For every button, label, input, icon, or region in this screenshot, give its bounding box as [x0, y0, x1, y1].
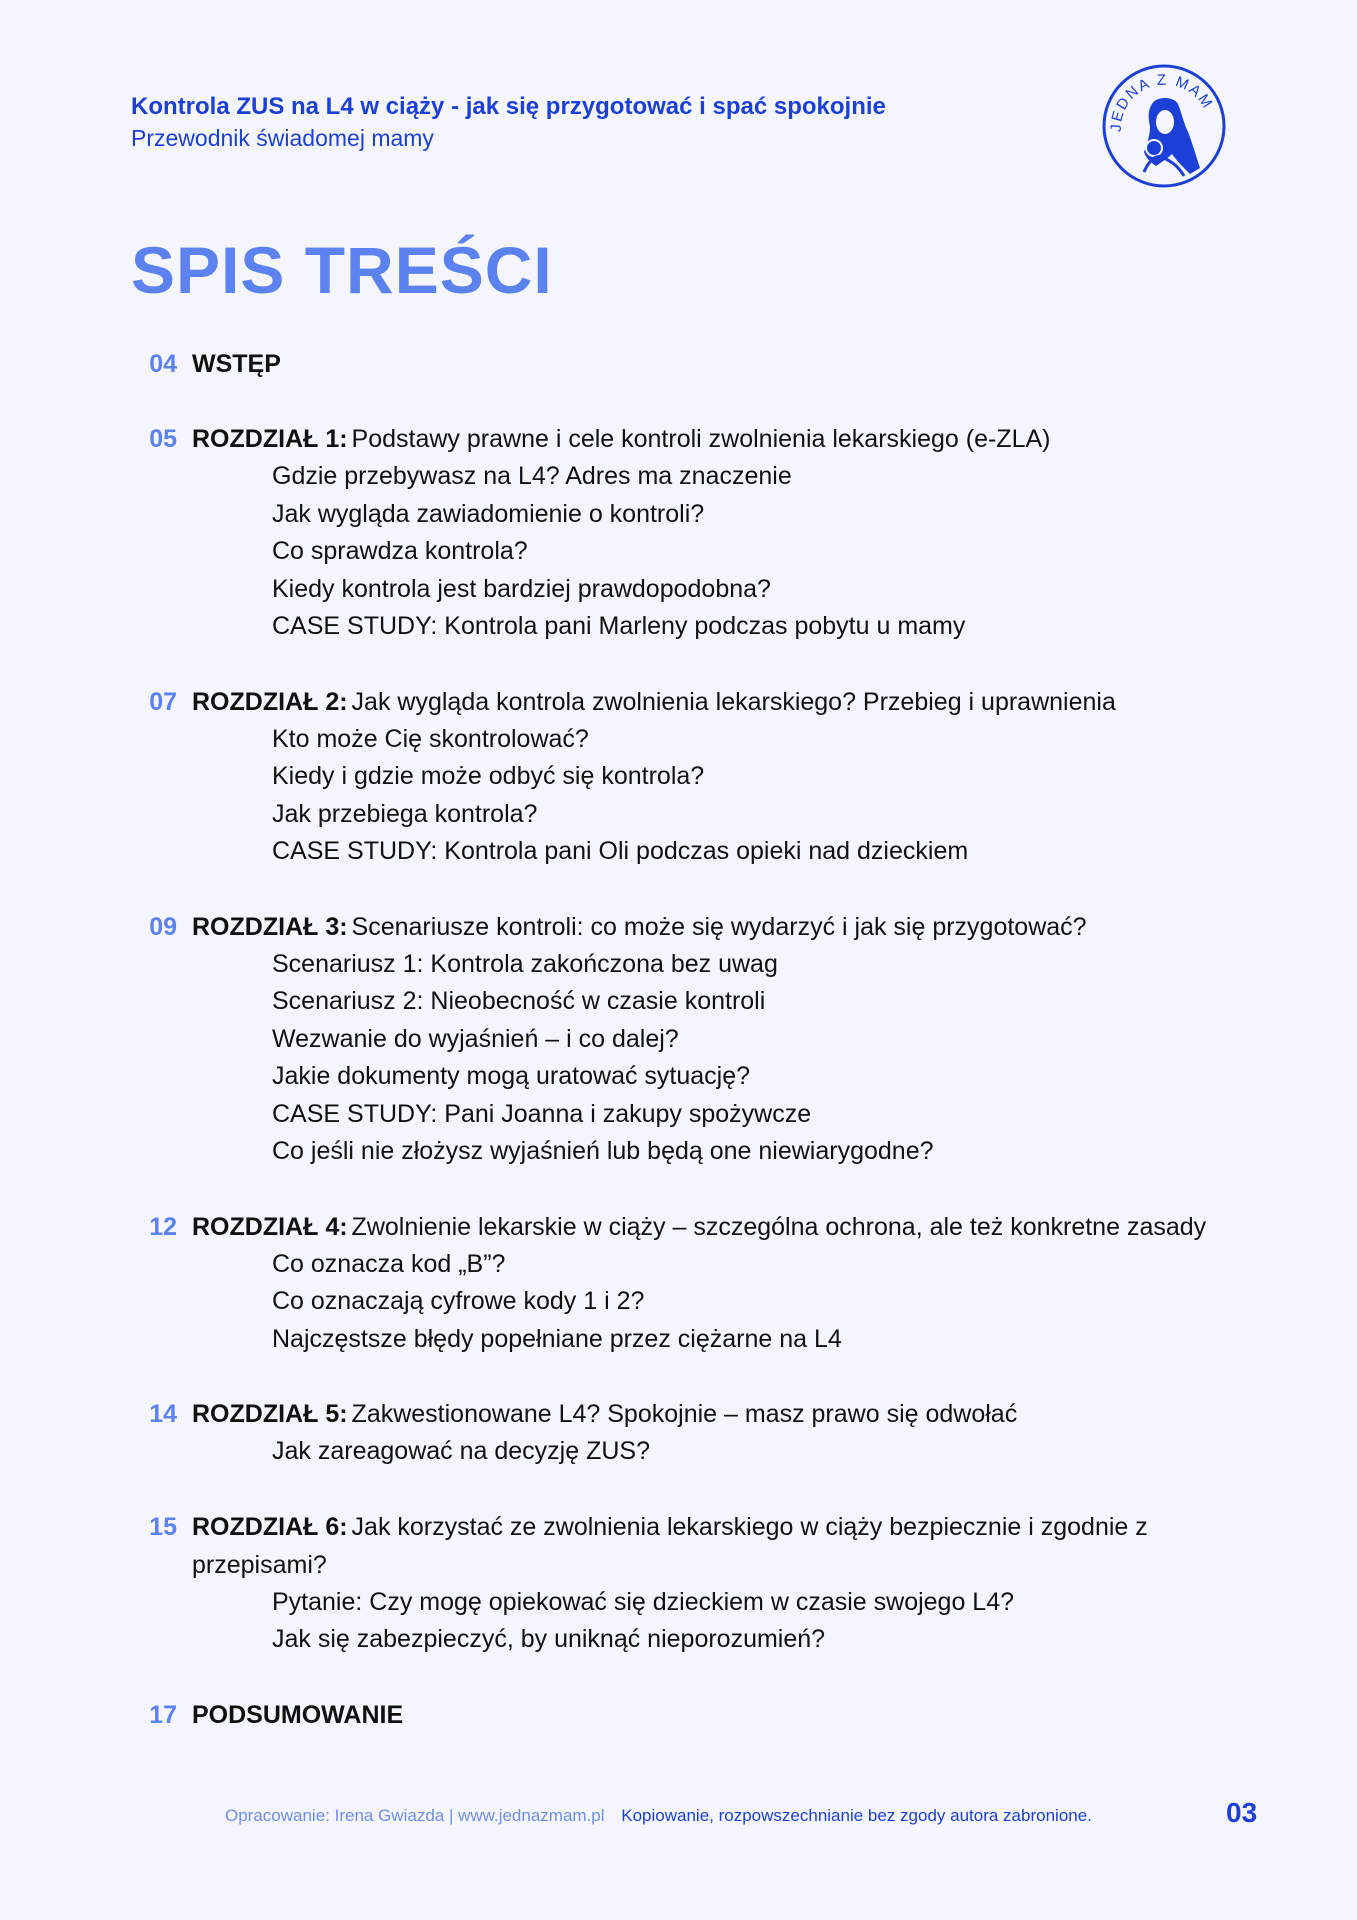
toc-subsection: Najczęstsze błędy popełniane przez ciężarne na L4	[272, 1324, 842, 1353]
toc-entry-heading	[192, 420, 1241, 458]
toc-chapter-label: ROZDZIAŁ 5:	[192, 1400, 348, 1428]
toc-subsection: Jak zareagować na decyzję ZUS?	[272, 1437, 650, 1465]
toc-subsection: Kto może Cię skontrolować?	[272, 724, 589, 753]
toc-subsection: Wezwanie do wyjaśnień – i co dalej?	[272, 1024, 679, 1053]
toc-page-number: 15	[149, 1512, 177, 1541]
toc-subsection-list	[192, 1433, 1241, 1471]
toc-subsection: Kiedy kontrola jest bardziej prawdopodobna?	[272, 574, 771, 603]
toc-entry	[131, 345, 1241, 383]
toc-page-number: 14	[149, 1400, 177, 1428]
toc-entry	[131, 420, 1241, 646]
toc-subsection: Co oznacza kod „B”?	[272, 1249, 506, 1278]
mother-with-baby-logo-icon	[1144, 98, 1200, 176]
toc-entry-heading	[192, 345, 1241, 383]
toc-subsection: Scenariusz 1: Kontrola zakończona bez uwag	[272, 949, 778, 978]
toc-page-number: 09	[149, 912, 177, 941]
toc-subsection: Co oznaczają cyfrowe kody 1 i 2?	[272, 1287, 645, 1315]
toc-page-number: 04	[149, 350, 177, 378]
toc-entry-heading	[192, 1696, 1241, 1734]
toc-entry-heading	[192, 1508, 1241, 1584]
toc-chapter-title: Jak korzystać ze zwolnienia lekarskiego w ciąży bezpiecznie i zgodnie z przepisami?	[192, 1512, 1148, 1579]
document-title: Kontrola ZUS na L4 w ciąży - jak się przygotować i spać spokojnie	[131, 93, 886, 120]
table-of-contents	[131, 345, 1241, 1771]
toc-chapter-label: PODSUMOWANIE	[192, 1700, 404, 1729]
toc-subsection-list	[192, 1246, 1241, 1359]
toc-entry	[131, 1696, 1241, 1734]
toc-subsection: Co jeśli nie złożysz wyjaśnień lub będą one niewiarygodne?	[272, 1137, 934, 1165]
toc-entry-heading	[192, 1208, 1241, 1246]
toc-chapter-label: ROZDZIAŁ 4:	[192, 1212, 348, 1241]
toc-chapter-label: ROZDZIAŁ 6:	[192, 1512, 348, 1541]
toc-entry	[131, 908, 1241, 1171]
toc-entry	[131, 1208, 1241, 1359]
toc-chapter-label: WSTĘP	[192, 350, 281, 378]
toc-subsection-list	[192, 721, 1241, 871]
toc-entry	[131, 1508, 1241, 1659]
footer-copyright-notice: Kopiowanie, rozpowszechnianie bez zgody autora zabronione.	[621, 1806, 1092, 1825]
footer	[225, 1806, 1092, 1826]
toc-subsection-list	[192, 946, 1241, 1171]
page-number: 03	[1226, 1797, 1258, 1828]
toc-entry	[131, 1395, 1241, 1471]
toc-subsection: Pytanie: Czy mogę opiekować się dzieckiem w czasie swojego L4?	[272, 1587, 1015, 1616]
toc-chapter-title: Zwolnienie lekarskie w ciąży – szczególna ochrona, ale też konkretne zasady	[351, 1212, 1207, 1241]
toc-subsection: CASE STUDY: Pani Joanna i zakupy spożywcze	[272, 1099, 812, 1128]
toc-chapter-label: ROZDZIAŁ 1:	[192, 425, 348, 453]
document-subtitle: Przewodnik świadomej mamy	[131, 125, 434, 151]
toc-subsection: Jak przebiega kontrola?	[272, 799, 538, 828]
toc-subsection: Co sprawdza kontrola?	[272, 537, 528, 565]
toc-page-number: 05	[149, 425, 177, 453]
toc-entry-heading	[192, 1395, 1241, 1433]
toc-subsection-list	[192, 458, 1241, 646]
toc-subsection: CASE STUDY: Kontrola pani Marleny podczas pobytu u mamy	[272, 612, 966, 640]
toc-subsection-list	[192, 1584, 1241, 1659]
toc-chapter-title: Jak wygląda kontrola zwolnienia lekarskiego? Przebieg i uprawnienia	[351, 687, 1116, 716]
logo-text: JEDNA Z MAM	[1107, 71, 1217, 133]
toc-entry-heading	[192, 908, 1241, 946]
toc-entry-heading	[192, 683, 1241, 721]
jedna-z-mam-logo	[1100, 62, 1228, 190]
toc-chapter-title: Zakwestionowane L4? Spokojnie – masz prawo się odwołać	[351, 1400, 1018, 1428]
toc-page-number: 12	[149, 1212, 177, 1241]
toc-subsection: Gdzie przebywasz na L4? Adres ma znaczenie	[272, 462, 792, 490]
toc-page-number: 07	[149, 687, 177, 716]
footer-credit: Opracowanie: Irena Gwiazda | www.jednazmam.pl	[225, 1806, 605, 1825]
toc-subsection: Kiedy i gdzie może odbyć się kontrola?	[272, 762, 705, 790]
toc-chapter-title: Podstawy prawne i cele kontroli zwolnienia lekarskiego (e-ZLA)	[351, 425, 1051, 453]
toc-subsection: Jak się zabezpieczyć, by uniknąć nieporozumień?	[272, 1625, 826, 1653]
toc-page-number: 17	[149, 1700, 177, 1729]
toc-chapter-label: ROZDZIAŁ 2:	[192, 687, 348, 716]
toc-subsection: CASE STUDY: Kontrola pani Oli podczas opieki nad dzieckiem	[272, 837, 969, 865]
toc-subsection: Scenariusz 2: Nieobecność w czasie kontroli	[272, 987, 766, 1015]
toc-heading: SPIS TREŚCI	[131, 233, 553, 307]
toc-subsection: Jak wygląda zawiadomienie o kontroli?	[272, 499, 705, 528]
toc-entry	[131, 683, 1241, 871]
toc-chapter-title: Scenariusze kontroli: co może się wydarzyć i jak się przygotować?	[351, 912, 1087, 941]
toc-subsection: Jakie dokumenty mogą uratować sytuację?	[272, 1062, 751, 1090]
toc-chapter-label: ROZDZIAŁ 3:	[192, 912, 348, 941]
